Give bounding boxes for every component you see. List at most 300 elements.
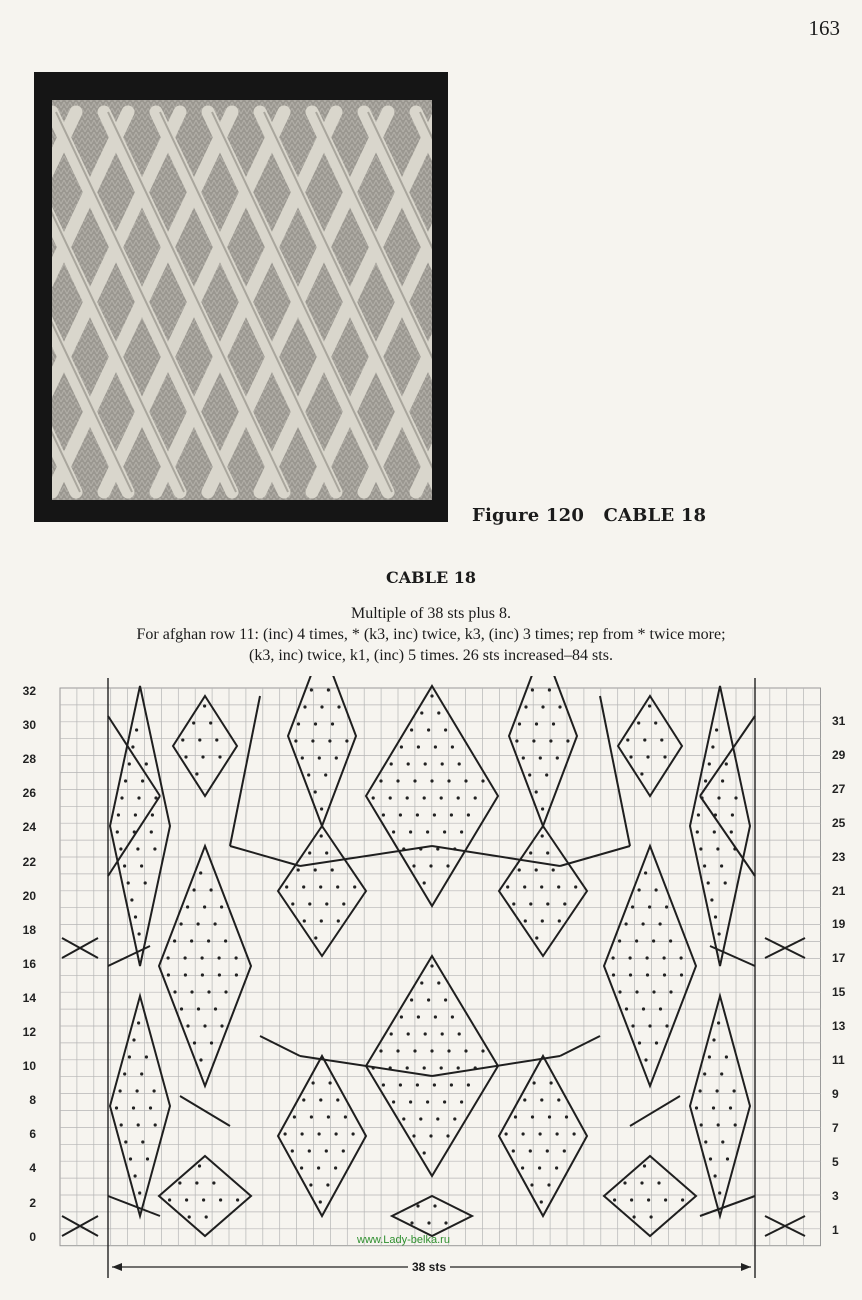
purl-dot: [412, 1134, 415, 1137]
purl-dot: [441, 762, 444, 765]
purl-dot: [134, 1174, 137, 1177]
row-label-left: 20: [22, 888, 36, 903]
purl-dot: [402, 1117, 405, 1120]
purl-dot: [524, 919, 527, 922]
purl-dot: [124, 1140, 127, 1143]
purl-dot: [207, 990, 210, 993]
purl-dot: [188, 1215, 191, 1218]
purl-dot: [308, 851, 311, 854]
purl-dot: [406, 796, 409, 799]
purl-dot: [416, 1083, 419, 1086]
row-label-left: 6: [29, 1127, 36, 1142]
purl-dot: [419, 1117, 422, 1120]
purl-dot: [325, 1149, 328, 1152]
purl-dot: [441, 1032, 444, 1035]
purl-dot: [128, 1055, 131, 1058]
purl-dot: [444, 728, 447, 731]
purl-dot: [717, 1021, 720, 1024]
purl-dot: [548, 688, 551, 691]
purl-dot: [654, 721, 657, 724]
purl-dot: [390, 762, 393, 765]
purl-dot: [353, 885, 356, 888]
purl-dot: [307, 773, 310, 776]
purl-dot: [547, 1183, 550, 1186]
purl-dot: [129, 1157, 132, 1160]
purl-dot: [144, 881, 147, 884]
purl-dot: [136, 847, 139, 850]
purl-dot: [285, 885, 288, 888]
purl-dot: [669, 990, 672, 993]
purl-dot: [631, 1024, 634, 1027]
purl-dot: [708, 1055, 711, 1058]
purl-dot: [195, 772, 198, 775]
purl-dot: [633, 1215, 636, 1218]
purl-dot: [167, 956, 170, 959]
purl-dot: [467, 1083, 470, 1086]
purl-dot: [528, 773, 531, 776]
row-label-right: 31: [832, 714, 846, 728]
purl-dot: [444, 1221, 447, 1224]
purl-dot: [173, 939, 176, 942]
purl-dot: [308, 1149, 311, 1152]
purl-dot: [532, 739, 535, 742]
purl-dot: [123, 1072, 126, 1075]
purl-dot: [640, 772, 643, 775]
purl-dot: [734, 796, 737, 799]
purl-dot: [474, 796, 477, 799]
purl-dot: [399, 1083, 402, 1086]
purl-dot: [342, 1149, 345, 1152]
purl-dot: [655, 1041, 658, 1044]
purl-dot: [699, 1089, 702, 1092]
purl-dot: [396, 1049, 399, 1052]
purl-dot: [549, 739, 552, 742]
purl-dot: [201, 956, 204, 959]
purl-dot: [198, 738, 201, 741]
purl-dot: [733, 1089, 736, 1092]
purl-dot: [301, 756, 304, 759]
purl-dot: [550, 1081, 553, 1084]
purl-dot: [531, 688, 534, 691]
purl-dot: [319, 1098, 322, 1101]
purl-dot: [714, 1174, 717, 1177]
purl-dot: [541, 834, 544, 837]
purl-dot: [646, 755, 649, 758]
purl-dot: [703, 864, 706, 867]
purl-dot: [345, 739, 348, 742]
row-label-right: 21: [832, 883, 846, 898]
purl-dot: [540, 1200, 543, 1203]
purl-dot: [320, 834, 323, 837]
figure-number: Figure 120: [472, 505, 585, 526]
purl-dot: [440, 1066, 443, 1069]
purl-dot: [558, 919, 561, 922]
purl-dot: [451, 1015, 454, 1018]
purl-dot: [457, 1066, 460, 1069]
purl-dot: [141, 779, 144, 782]
purl-dot: [413, 779, 416, 782]
purl-dot: [210, 1041, 213, 1044]
purl-dot: [420, 981, 423, 984]
row-label-right: 13: [832, 1019, 846, 1034]
purl-dot: [695, 1106, 698, 1109]
purl-dot: [382, 1083, 385, 1086]
purl-dot: [713, 830, 716, 833]
purl-dot: [131, 745, 134, 748]
purl-dot: [540, 1098, 543, 1101]
purl-dot: [529, 1149, 532, 1152]
purl-dot: [302, 885, 305, 888]
purl-dot: [115, 1106, 118, 1109]
purl-dot: [642, 1007, 645, 1010]
purl-dot: [382, 813, 385, 816]
purl-dot: [214, 922, 217, 925]
purl-dot: [618, 990, 621, 993]
purl-dot: [665, 1024, 668, 1027]
purl-dot: [149, 1106, 152, 1109]
purl-dot: [546, 902, 549, 905]
row-label-left: 10: [22, 1059, 36, 1074]
purl-dot: [730, 830, 733, 833]
purl-dot: [320, 705, 323, 708]
purl-dot: [446, 1134, 449, 1137]
purl-dot: [207, 939, 210, 942]
purl-dot: [410, 728, 413, 731]
purl-dot: [186, 905, 189, 908]
row-label-left: 14: [22, 990, 36, 1005]
purl-dot: [136, 1089, 139, 1092]
purl-dot: [134, 813, 137, 816]
purl-dot: [659, 922, 662, 925]
purl-dot: [192, 721, 195, 724]
purl-dot: [646, 956, 649, 959]
row-label-left: 4: [29, 1161, 36, 1176]
purl-dot: [539, 1132, 542, 1135]
row-label-left: 26: [22, 786, 36, 801]
purl-dot: [137, 1123, 140, 1126]
purl-dot: [650, 1215, 653, 1218]
purl-dot: [119, 847, 122, 850]
purl-dot: [320, 807, 323, 810]
purl-dot: [458, 762, 461, 765]
purl-dot: [637, 721, 640, 724]
page-number: 163: [808, 16, 840, 40]
purl-dot: [433, 1204, 436, 1207]
purl-dot: [725, 762, 728, 765]
purl-dot: [320, 919, 323, 922]
purl-dot: [724, 881, 727, 884]
purl-dot: [703, 1072, 706, 1075]
knitted-swatch-image: [34, 72, 448, 522]
purl-dot: [718, 1191, 721, 1194]
purl-dot: [430, 694, 433, 697]
purl-dot: [714, 915, 717, 918]
purl-dot: [120, 796, 123, 799]
row-label-right: 9: [832, 1086, 839, 1101]
row-label-left: 0: [29, 1229, 36, 1244]
purl-dot: [700, 1123, 703, 1126]
purl-dot: [212, 1181, 215, 1184]
purl-dot: [141, 1140, 144, 1143]
purl-dot: [317, 1166, 320, 1169]
purl-dot: [718, 932, 721, 935]
purl-dot: [717, 796, 720, 799]
purl-dot: [721, 1140, 724, 1143]
purl-dot: [573, 1132, 576, 1135]
purl-dot: [434, 1015, 437, 1018]
purl-dot: [314, 790, 317, 793]
purl-dot: [521, 1166, 524, 1169]
purl-dot: [460, 830, 463, 833]
row-label-right: 25: [832, 815, 846, 830]
purl-dot: [443, 830, 446, 833]
purl-dot: [201, 755, 204, 758]
purl-dot: [424, 1032, 427, 1035]
purl-dot: [220, 1024, 223, 1027]
purl-dot: [324, 773, 327, 776]
purl-dot: [663, 755, 666, 758]
purl-dot: [180, 922, 183, 925]
purl-dot: [721, 779, 724, 782]
purl-dot: [644, 1058, 647, 1061]
purl-dot: [681, 1198, 684, 1201]
purl-dot: [647, 1198, 650, 1201]
purl-dot: [457, 796, 460, 799]
purl-dot: [392, 1100, 395, 1103]
row-label-right: 23: [832, 849, 846, 864]
purl-dot: [552, 868, 555, 871]
purl-dot: [531, 1115, 534, 1118]
row-label-right: 19: [832, 917, 846, 932]
purl-dot: [302, 1098, 305, 1101]
purl-dot: [284, 1132, 287, 1135]
purl-dot: [625, 922, 628, 925]
purl-dot: [319, 1200, 322, 1203]
purl-dot: [512, 902, 515, 905]
purl-dot: [447, 779, 450, 782]
purl-dot: [379, 779, 382, 782]
purl-dot: [168, 1198, 171, 1201]
purl-dot: [119, 1089, 122, 1092]
purl-dot: [529, 851, 532, 854]
purl-dot: [392, 830, 395, 833]
repeat-arrow-head-left: [112, 1263, 122, 1271]
purl-dot: [631, 905, 634, 908]
purl-dot: [712, 1106, 715, 1109]
purl-dot: [301, 1132, 304, 1135]
purl-dot: [545, 773, 548, 776]
purl-dot: [236, 1198, 239, 1201]
purl-dot: [325, 851, 328, 854]
purl-dot: [319, 885, 322, 888]
purl-dot: [644, 871, 647, 874]
purl-dot: [209, 721, 212, 724]
row-label-left: 8: [29, 1093, 36, 1108]
purl-dot: [210, 888, 213, 891]
purl-dot: [629, 973, 632, 976]
purl-dot: [138, 932, 141, 935]
row-label-right: 27: [832, 781, 846, 796]
purl-dot: [297, 868, 300, 871]
purl-dot: [215, 738, 218, 741]
purl-dot: [665, 905, 668, 908]
purl-dot: [116, 830, 119, 833]
row-label-left: 2: [29, 1195, 36, 1210]
purl-dot: [437, 981, 440, 984]
purl-dot: [195, 1181, 198, 1184]
purl-dot: [643, 738, 646, 741]
purl-dot: [558, 705, 561, 708]
purl-dot: [630, 1198, 633, 1201]
purl-dot: [707, 881, 710, 884]
purl-dot: [436, 1117, 439, 1120]
purl-dot: [128, 762, 131, 765]
purl-dot: [523, 885, 526, 888]
purl-dot: [326, 1183, 329, 1186]
purl-dot: [199, 1058, 202, 1061]
purl-dot: [218, 956, 221, 959]
purl-dot: [655, 888, 658, 891]
purl-dot: [420, 711, 423, 714]
purl-dot: [399, 813, 402, 816]
purl-dot: [626, 738, 629, 741]
purl-dot: [430, 1049, 433, 1052]
purl-dot: [464, 779, 467, 782]
purl-dot: [726, 1157, 729, 1160]
purl-dot: [127, 881, 130, 884]
purl-dot: [709, 1157, 712, 1160]
row-label-right: 15: [832, 985, 846, 1000]
section-title: CABLE 18: [386, 568, 476, 587]
purl-dot: [318, 1132, 321, 1135]
purl-dot: [640, 1181, 643, 1184]
purl-dot: [635, 990, 638, 993]
purl-dot: [523, 1098, 526, 1101]
purl-dot: [426, 830, 429, 833]
purl-dot: [145, 762, 148, 765]
purl-dot: [512, 1149, 515, 1152]
purl-dot: [409, 1100, 412, 1103]
purl-dot: [124, 779, 127, 782]
purl-dot: [556, 756, 559, 759]
purl-dot: [556, 1132, 559, 1135]
purl-dot: [224, 939, 227, 942]
purl-dot: [132, 1106, 135, 1109]
purl-dot: [327, 1115, 330, 1118]
purl-dot: [629, 755, 632, 758]
purl-dot: [427, 728, 430, 731]
purl-dot: [716, 847, 719, 850]
instruction-line-3: (k3, inc) twice, k1, (inc) 5 times. 26 sts increased–84 sts.: [249, 647, 613, 664]
purl-dot: [186, 1024, 189, 1027]
purl-dot: [565, 1115, 568, 1118]
row-label-left: 22: [22, 854, 36, 869]
purl-dot: [423, 881, 426, 884]
purl-dot: [220, 905, 223, 908]
purl-dot: [424, 762, 427, 765]
purl-dot: [450, 813, 453, 816]
purl-dot: [535, 790, 538, 793]
chart-grid: [0, 676, 862, 1296]
purl-dot: [426, 1100, 429, 1103]
purl-dot: [663, 973, 666, 976]
figure-caption: [472, 505, 706, 526]
purl-dot: [335, 1132, 338, 1135]
row-label-right: 5: [832, 1154, 839, 1169]
purl-dot: [342, 902, 345, 905]
purl-dot: [235, 956, 238, 959]
purl-dot: [303, 705, 306, 708]
purl-dot: [310, 1115, 313, 1118]
purl-dot: [190, 939, 193, 942]
repeat-arrow-head-right: [741, 1263, 751, 1271]
purl-dot: [190, 990, 193, 993]
purl-dot: [138, 1191, 141, 1194]
purl-dot: [712, 1038, 715, 1041]
purl-dot: [618, 939, 621, 942]
purl-dot: [680, 973, 683, 976]
purl-dot: [416, 1204, 419, 1207]
purl-dot: [648, 1024, 651, 1027]
purl-dot: [150, 830, 153, 833]
purl-dot: [659, 1007, 662, 1010]
purl-dot: [430, 964, 433, 967]
purl-dot: [720, 864, 723, 867]
purl-dot: [184, 973, 187, 976]
purl-dot: [725, 1055, 728, 1058]
row-label-right: 7: [832, 1120, 839, 1135]
purl-dot: [450, 1083, 453, 1086]
instruction-line-2: For afghan row 11: (inc) 4 times, * (k3, inc) twice, k3, (inc) 3 times; rep from * twice more;: [136, 626, 726, 643]
purl-dot: [708, 762, 711, 765]
purl-dot: [135, 728, 138, 731]
purl-dot: [434, 745, 437, 748]
purl-dot: [344, 1115, 347, 1118]
cable-photo: [34, 72, 448, 522]
purl-dot: [293, 1115, 296, 1118]
purl-dot: [331, 722, 334, 725]
purl-dot: [710, 898, 713, 901]
purl-dot: [506, 885, 509, 888]
row-label-left: 28: [22, 752, 36, 767]
purl-dot: [453, 1117, 456, 1120]
purl-dot: [717, 1123, 720, 1126]
purl-dot: [199, 871, 202, 874]
purl-dot: [524, 705, 527, 708]
purl-dot: [134, 915, 137, 918]
purl-dot: [203, 905, 206, 908]
purl-dot: [218, 755, 221, 758]
purl-dot: [538, 1166, 541, 1169]
purl-dot: [734, 1123, 737, 1126]
purl-dot: [423, 1066, 426, 1069]
purl-dot: [540, 885, 543, 888]
purl-dot: [202, 1198, 205, 1201]
purl-dot: [729, 1106, 732, 1109]
purl-dot: [635, 939, 638, 942]
purl-dot: [663, 956, 666, 959]
purl-dot: [563, 902, 566, 905]
purl-dot: [515, 739, 518, 742]
purl-dot: [198, 1164, 201, 1167]
purl-dot: [314, 868, 317, 871]
purl-dot: [314, 936, 317, 939]
watermark: www.Lady-belka.ru: [357, 1234, 450, 1246]
purl-dot: [297, 722, 300, 725]
purl-dot: [181, 738, 184, 741]
purl-dot: [413, 1049, 416, 1052]
purl-dot: [638, 1041, 641, 1044]
